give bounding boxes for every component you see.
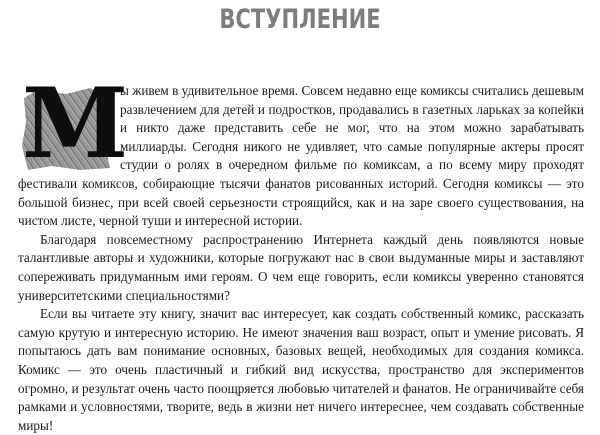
dropcap-block [18, 67, 127, 180]
paragraph-2: Благодаря повсеместному распространению Интернета каждый день появляются новые талантливые авторы и художники, которые погружают нас в свои выдуманные миры и заставляют сопереживать придуманным ими героям. О чем еще говорить, если комиксы уверенно становятся университетскими специальностями? [18, 231, 584, 303]
dropcap-letter: М [22, 67, 127, 180]
paragraph-1: ы живем в удивительное время. Совсем недавно еще комиксы считались дешевым развлечением для детей и подростков, продавались в газетных ларьках за копейки и никто даже представить себе не мог, что на этом можно зарабатывать миллиарды. Сегодня никого не удивляет, что самые популярные актеры просят студии о ролях в очередном фильме по комиксам, а по всему миру проходят фестивали комиксов, собирающие тысячи фанатов рисованных историй. Сегодня комиксы — это большой бизнес, при всей своей серьезности строящийся, как и на заре своего существования, на чистом листе, черной туши и интересной истории. [18, 83, 584, 229]
article-body [18, 67, 584, 435]
chapter-title: ВСТУПЛЕНИЕ [219, 4, 381, 35]
paragraph-3: Если вы читаете эту книгу, значит вас интересует, как создать собственный комикс, рассказать самую крутую и интересную историю. Не имеют значения ваш возраст, опыт и умение рисовать. Я попытаюсь дать вам понимание основных, базовых вещей, необходимых для создания комикса. Комикс — это очень пластичный и гибкий вид искусства, пространство для экспериментов огромно, и результат очень часто поощряется любовью читателей и фанатов. Не ограничивайте себя рамками и условностями, творите, ведь в жизни нет ничего интереснее, чем создавать собственные миры! [18, 306, 584, 433]
